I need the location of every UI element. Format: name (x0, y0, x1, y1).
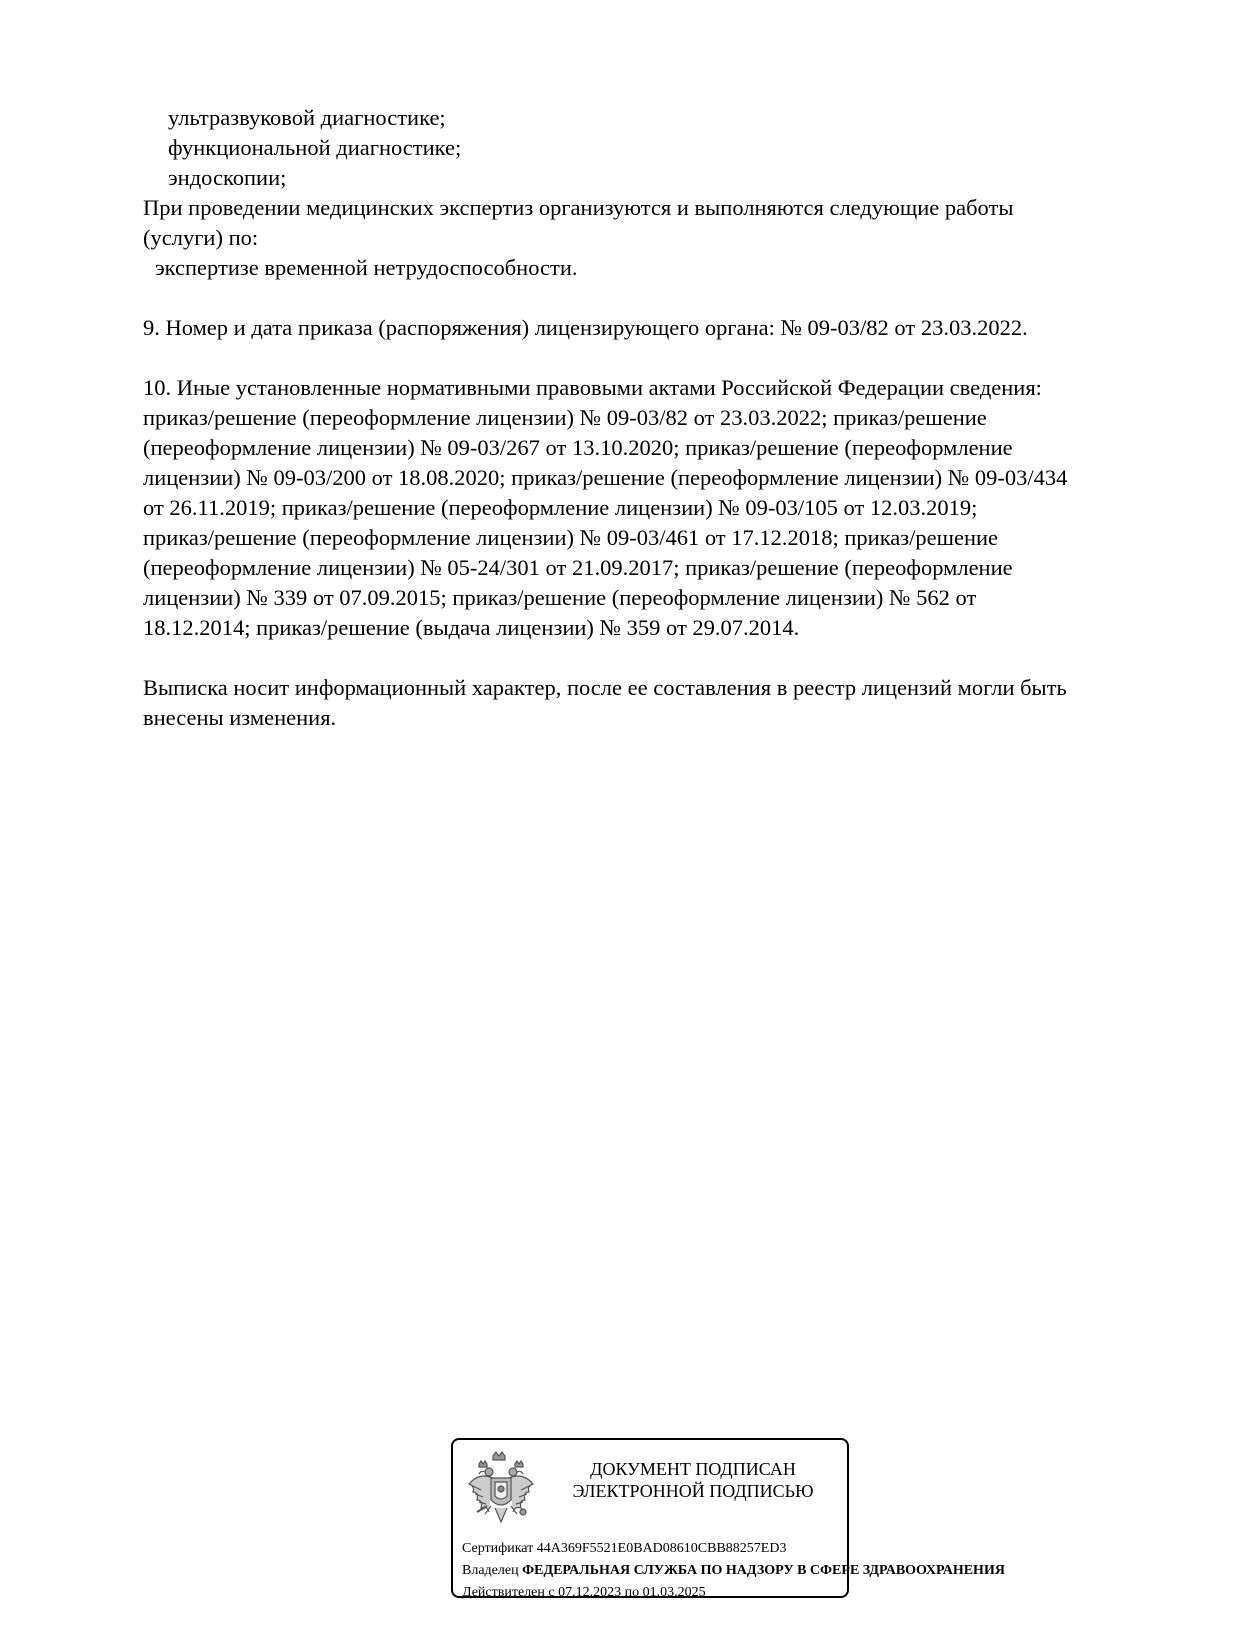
text-line: эндоскопии; (168, 165, 287, 190)
text-line: экспертизе временной нетрудоспособности. (155, 255, 578, 280)
russian-coat-of-arms-icon (467, 1450, 535, 1528)
paragraph-spacer (143, 343, 1143, 373)
stamp-details (462, 1538, 1005, 1604)
stamp-title (548, 1458, 838, 1502)
text-line: лицензии) № 09-03/200 от 18.08.2020; приказ/решение (переоформление лицензии) № 09-03/434 (143, 465, 1068, 490)
owner-value: ФЕДЕРАЛЬНАЯ СЛУЖБА ПО НАДЗОРУ В СФЕРЕ ЗДРАВООХРАНЕНИЯ (522, 1563, 1005, 1578)
text-line: приказ/решение (переоформление лицензии) № 09-03/82 от 23.03.2022; приказ/решение (143, 405, 987, 430)
stamp-title-line2: ЭЛЕКТРОННОЙ ПОДПИСЬЮ (572, 1481, 814, 1501)
text-line: функциональной диагностике; (168, 135, 462, 160)
text-line: от 26.11.2019; приказ/решение (переоформление лицензии) № 09-03/105 от 12.03.2019; (143, 495, 978, 520)
stamp-title-line1: ДОКУМЕНТ ПОДПИСАН (590, 1459, 796, 1479)
text-line: лицензии) № 339 от 07.09.2015; приказ/решение (переоформление лицензии) № 562 от (143, 585, 977, 610)
owner-row (462, 1560, 1005, 1582)
text-line: При проведении медицинских экспертиз организуются и выполняются следующие работы (143, 195, 1014, 220)
text-line: ультразвуковой диагностике; (168, 105, 446, 130)
text-line: приказ/решение (переоформление лицензии) № 09-03/461 от 17.12.2018; приказ/решение (143, 525, 999, 550)
text-line: 18.12.2014; приказ/решение (выдача лицензии) № 359 от 29.07.2014. (143, 615, 800, 640)
document-body (143, 103, 1143, 733)
paragraph-spacer (143, 283, 1143, 313)
text-line: внесены изменения. (143, 705, 337, 730)
owner-label: Владелец (462, 1563, 519, 1578)
text-line: (услуги) по: (143, 225, 259, 250)
certificate-row (462, 1538, 1005, 1560)
certificate-label: Сертификат (462, 1541, 534, 1556)
text-line: (переоформление лицензии) № 09-03/267 от 13.10.2020; приказ/решение (переоформление (143, 435, 1013, 460)
text-line: 9. Номер и дата приказа (распоряжения) лицензирующего органа: № 09-03/82 от 23.03.2022. (143, 315, 1028, 340)
text-line: 10. Иные установленные нормативными правовыми актами Российской Федерации сведения: (143, 375, 1042, 400)
paragraph-spacer (143, 643, 1143, 673)
text-line: (переоформление лицензии) № 05-24/301 от 21.09.2017; приказ/решение (переоформление (143, 555, 1013, 580)
certificate-value: 44A369F5521E0BAD08610CBB88257ED3 (536, 1541, 787, 1556)
validity-row: Действителен с 07.12.2023 по 01.03.2025 (462, 1585, 706, 1600)
electronic-signature-stamp (451, 1438, 1005, 1600)
text-line: Выписка носит информационный характер, после ее составления в реестр лицензий могли быть (143, 675, 1067, 700)
